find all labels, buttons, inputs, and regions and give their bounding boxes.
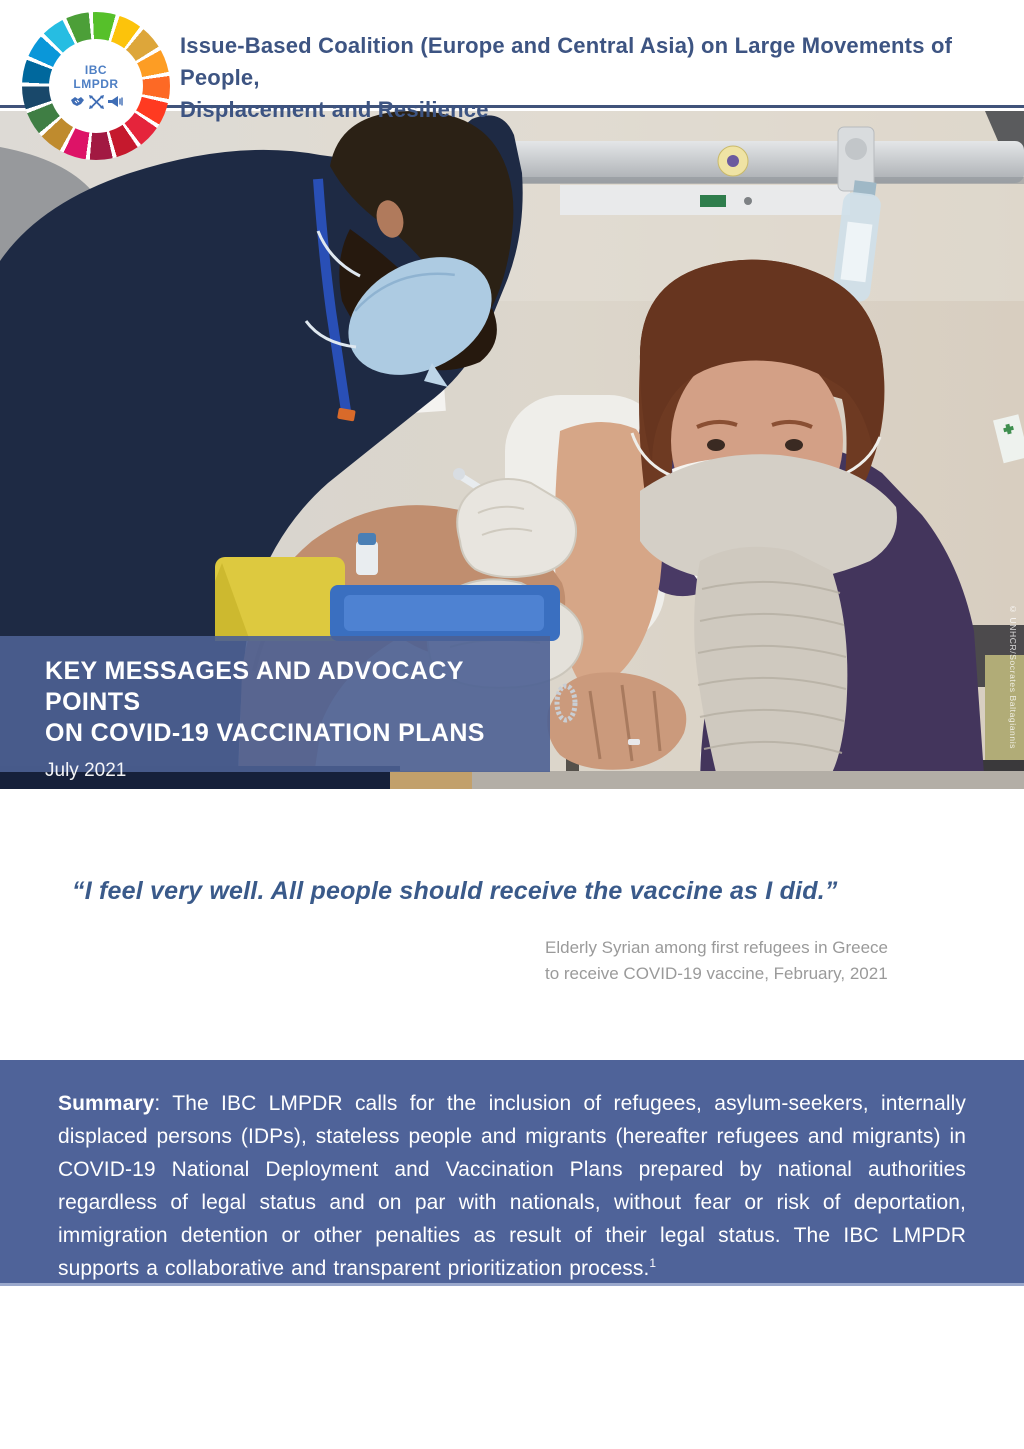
logo-text-ibc: IBC [84, 62, 108, 77]
cover-title-band [0, 636, 550, 781]
page-title-line1: Issue-Based Coalition (Europe and Central Asia) on Large Movements of People, [180, 33, 953, 90]
cover-title-line2: ON COVID-19 VACCINATION PLANS [45, 719, 485, 747]
logo-text-lmpdr: LMPDR [73, 76, 119, 91]
quote-text: “I feel very well. All people should receive the vaccine as I did.” [72, 877, 838, 905]
quote-section [0, 789, 1024, 1060]
photo-credit: © UNHCR/Socrates Baltagiannis [1008, 603, 1018, 749]
megaphone-icon [107, 95, 123, 108]
summary-footnote-mark: 1 [649, 1256, 657, 1270]
quote-attribution-line2: to receive COVID-19 vaccine, February, 2021 [545, 964, 888, 983]
summary-text [58, 1087, 966, 1285]
logo-center [49, 39, 143, 133]
handshake-icon [69, 95, 86, 108]
cover-photo [0, 111, 1024, 789]
summary-body: : The IBC LMPDR calls for the inclusion of refugees, asylum-seekers, internally displaced persons (IDPs), stateless people and migrants (hereafter refugees and migrants) in COVID-19 National Deployment and Vaccination Plans prepared by national authorities regardless of legal status and on par with nationals, without fear or risk of deportation, immigration detention or other penalties as result of their legal status. The IBC LMPDR supports a collaborative and transparent prioritization process. [58, 1092, 966, 1280]
page-title [180, 30, 1010, 126]
quote-attribution [545, 935, 888, 987]
cover-date: July 2021 [45, 760, 127, 781]
network-arrows-icon [89, 95, 104, 109]
logo-icons [69, 95, 123, 109]
page-title-line2: Displacement and Resilience [180, 97, 489, 122]
quote-attribution-line1: Elderly Syrian among first refugees in Greece [545, 938, 888, 957]
summary-box [0, 1060, 1024, 1286]
ibc-lmpdr-logo [22, 12, 170, 160]
summary-label: Summary [58, 1092, 155, 1115]
cover-title-line1: KEY MESSAGES AND ADVOCACY POINTS [45, 657, 464, 716]
